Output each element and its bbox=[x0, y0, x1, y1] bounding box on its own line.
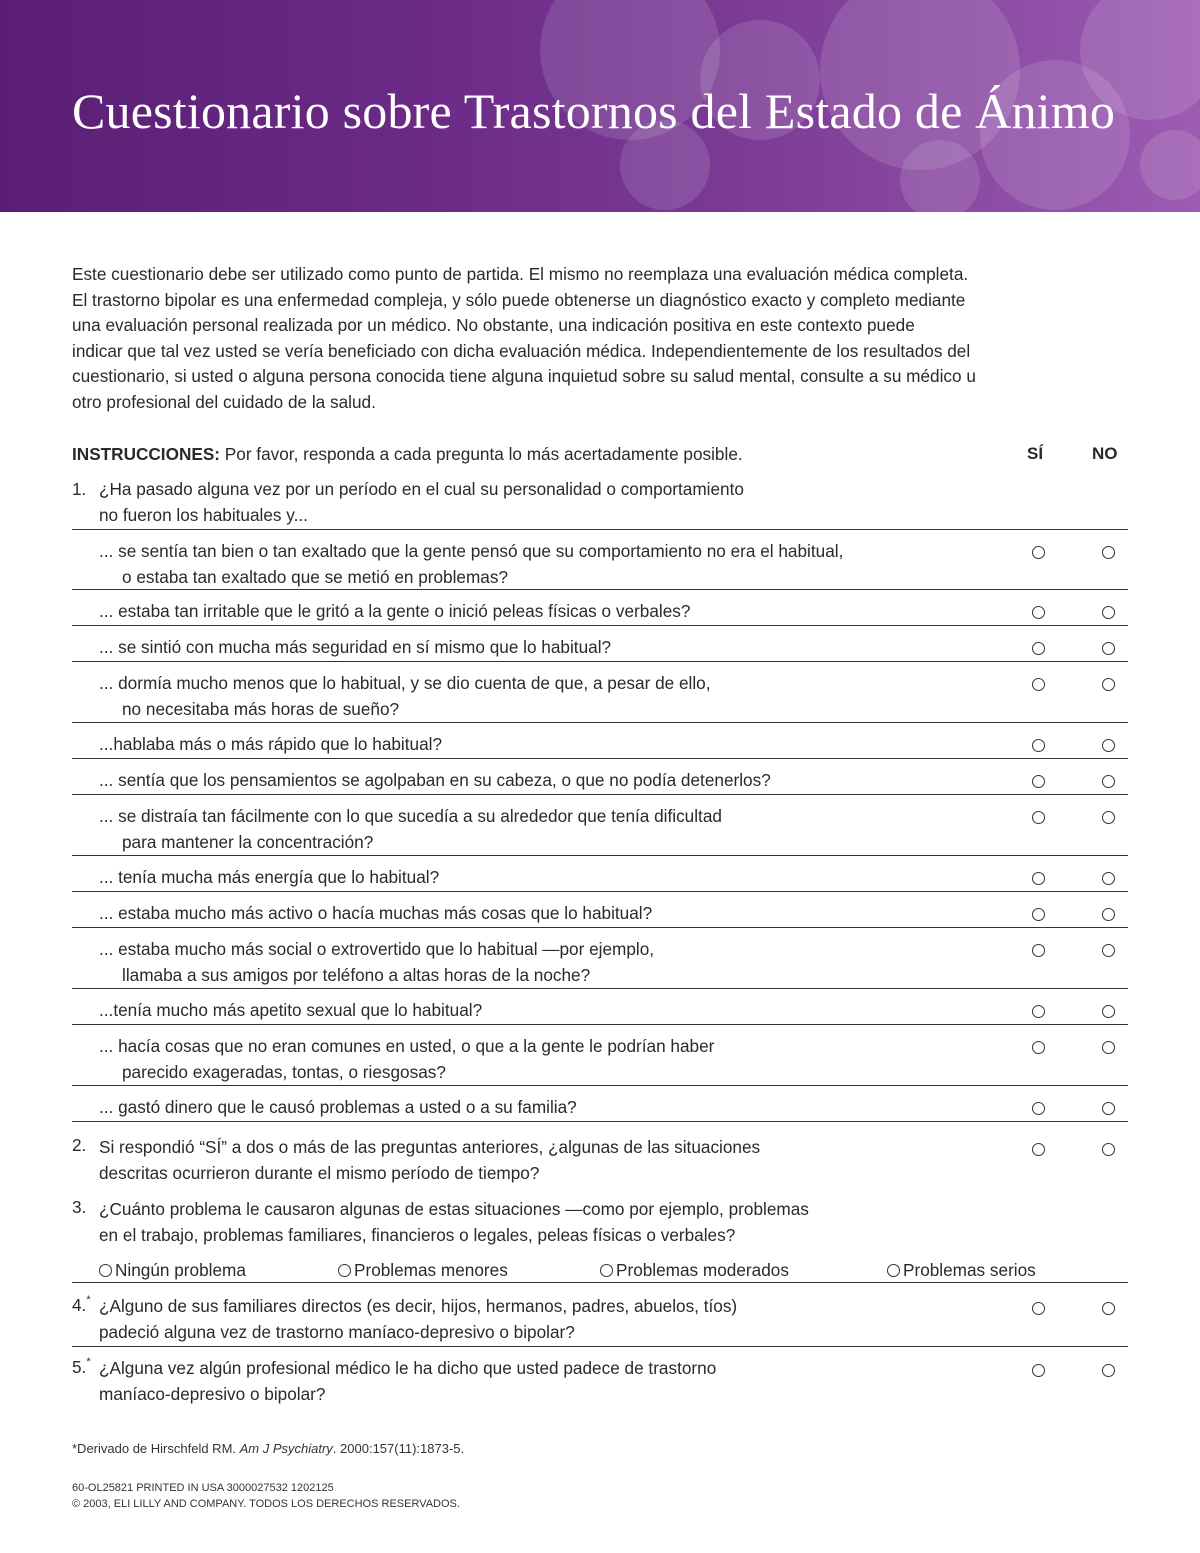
question-3 bbox=[72, 1190, 1128, 1283]
item-line: ... se sintió con mucha más seguridad en sí mismo que lo habitual? bbox=[99, 637, 612, 657]
item-text bbox=[99, 901, 652, 927]
item-no-radio[interactable] bbox=[1102, 606, 1115, 619]
question-1-item bbox=[72, 989, 1128, 1025]
copyright: © 2003, ELI LILLY AND COMPANY. TODOS LOS DERECHOS RESERVADOS. bbox=[72, 1498, 460, 1510]
question-number bbox=[72, 1356, 91, 1378]
item-text bbox=[99, 671, 711, 722]
item-line: o estaba tan exaltado que se metió en problemas? bbox=[122, 566, 509, 587]
legal-info bbox=[72, 1480, 460, 1512]
question-line: ¿Alguno de sus familiares directos (es decir, hijos, hermanos, padres, abuelos, tíos) bbox=[99, 1296, 738, 1316]
item-yes-radio[interactable] bbox=[1032, 678, 1045, 691]
item-text bbox=[99, 804, 722, 855]
item-no-radio[interactable] bbox=[1102, 1005, 1115, 1018]
q5-no-radio[interactable] bbox=[1102, 1364, 1115, 1377]
item-no-radio[interactable] bbox=[1102, 546, 1115, 559]
item-line: parecido exageradas, tontas, o riesgosas? bbox=[122, 1061, 446, 1082]
intro-line: otro profesional del cuidado de la salud. bbox=[72, 391, 376, 412]
question-text bbox=[99, 1356, 716, 1407]
question-text bbox=[99, 1294, 737, 1345]
item-text bbox=[99, 865, 439, 891]
item-no-radio[interactable] bbox=[1102, 811, 1115, 824]
item-line: ... estaba mucho más activo o hacía muchas más cosas que lo habitual? bbox=[99, 903, 653, 923]
question-line: padeció alguna vez de trastorno maníaco-depresivo o bipolar? bbox=[99, 1321, 575, 1342]
question-1-item bbox=[72, 928, 1128, 989]
q2-no-radio[interactable] bbox=[1102, 1143, 1115, 1156]
q3-option-serious[interactable] bbox=[887, 1258, 1036, 1284]
footnote-journal: Am J Psychiatry bbox=[239, 1441, 333, 1456]
radio-circle bbox=[600, 1264, 613, 1277]
footnote bbox=[72, 1441, 464, 1456]
item-yes-radio[interactable] bbox=[1032, 811, 1045, 824]
intro-line: Este cuestionario debe ser utilizado como punto de partida. El mismo no reemplaza una evaluación médica completa. bbox=[72, 264, 969, 284]
item-line: para mantener la concentración? bbox=[122, 831, 374, 852]
question-1-item bbox=[72, 662, 1128, 723]
item-text bbox=[99, 937, 654, 988]
question-line: en el trabajo, problemas familiares, financieros o legales, peleas físicas o verbales? bbox=[99, 1224, 736, 1245]
radio-circle bbox=[338, 1264, 351, 1277]
q4-yes-radio[interactable] bbox=[1032, 1302, 1045, 1315]
item-no-radio[interactable] bbox=[1102, 678, 1115, 691]
item-yes-radio[interactable] bbox=[1032, 944, 1045, 957]
item-yes-radio[interactable] bbox=[1032, 546, 1045, 559]
intro-line: El trastorno bipolar es una enfermedad compleja, y sólo puede obtenerse un diagnóstico exacto y completo mediante bbox=[72, 289, 966, 310]
question-line: maníaco-depresivo o bipolar? bbox=[99, 1383, 326, 1404]
item-text bbox=[99, 635, 611, 661]
q3-option-none[interactable] bbox=[99, 1258, 246, 1284]
question-line: Si respondió “SÍ” a dos o más de las preguntas anteriores, ¿algunas de las situaciones bbox=[99, 1137, 761, 1157]
item-line: no necesitaba más horas de sueño? bbox=[122, 698, 400, 719]
intro-line: cuestionario, si usted o alguna persona conocida tiene alguna inquietud sobre su salud mental, consulte a su médico u bbox=[72, 366, 976, 387]
question-number: 3. bbox=[72, 1197, 87, 1217]
instructions-text: Por favor, responda a cada pregunta lo más acertadamente posible. bbox=[220, 444, 743, 464]
q5-yes-radio[interactable] bbox=[1032, 1364, 1045, 1377]
question-1-item bbox=[72, 892, 1128, 928]
item-no-radio[interactable] bbox=[1102, 872, 1115, 885]
question-line: ¿Cuánto problema le causaron algunas de estas situaciones —como por ejemplo, problemas bbox=[99, 1199, 809, 1219]
question-text bbox=[99, 477, 744, 528]
item-yes-radio[interactable] bbox=[1032, 1005, 1045, 1018]
question-5 bbox=[72, 1349, 1128, 1411]
q2-yes-radio[interactable] bbox=[1032, 1143, 1045, 1156]
radio-circle bbox=[887, 1264, 900, 1277]
intro-line: una evaluación personal realizada por un médico. No obstante, una indicación positiva en este contexto puede bbox=[72, 315, 915, 336]
option-label: Problemas moderados bbox=[616, 1260, 789, 1280]
question-number bbox=[72, 1294, 91, 1316]
question-1-item bbox=[72, 626, 1128, 662]
question-1-item bbox=[72, 759, 1128, 795]
header-banner bbox=[0, 0, 1200, 212]
radio-circle bbox=[99, 1264, 112, 1277]
question-1-item bbox=[72, 856, 1128, 892]
question-line: ¿Ha pasado alguna vez por un período en el cual su personalidad o comportamiento bbox=[99, 479, 744, 499]
item-yes-radio[interactable] bbox=[1032, 739, 1045, 752]
item-line: ...hablaba más o más rápido que lo habitual? bbox=[99, 734, 443, 754]
intro-line: indicar que tal vez usted se vería beneficiado con dicha evaluación médica. Independientemente de los resultados del bbox=[72, 340, 971, 361]
item-line: llamaba a sus amigos por teléfono a altas horas de la noche? bbox=[122, 964, 591, 985]
item-yes-radio[interactable] bbox=[1032, 872, 1045, 885]
item-no-radio[interactable] bbox=[1102, 1102, 1115, 1115]
option-label: Problemas serios bbox=[903, 1260, 1036, 1280]
question-4 bbox=[72, 1285, 1128, 1347]
no-column-header: NO bbox=[1092, 444, 1118, 463]
number-text: 5. bbox=[72, 1357, 87, 1377]
item-text bbox=[99, 599, 690, 625]
question-number: 2. bbox=[72, 1135, 87, 1155]
question-text bbox=[99, 1135, 760, 1186]
item-line: ... estaba mucho más social o extrovertido que lo habitual —por ejemplo, bbox=[99, 939, 655, 959]
instructions-label: INSTRUCCIONES: bbox=[72, 444, 221, 464]
item-line: ... gastó dinero que le causó problemas a usted o a su familia? bbox=[99, 1097, 577, 1117]
footnote-marker: * bbox=[86, 1356, 91, 1368]
item-no-radio[interactable] bbox=[1102, 739, 1115, 752]
footnote-prefix: *Derivado de Hirschfeld RM. bbox=[72, 1441, 240, 1456]
yes-column-header: SÍ bbox=[1027, 444, 1044, 463]
item-line: ... se sentía tan bien o tan exaltado que la gente pensó que su comportamiento no era el habitual, bbox=[99, 541, 844, 561]
item-line: ... se distraía tan fácilmente con lo que sucedía a su alrededor que tenía dificultad bbox=[99, 806, 722, 826]
page-title: Cuestionario sobre Trastornos del Estado de Ánimo bbox=[72, 83, 1116, 139]
item-yes-radio[interactable] bbox=[1032, 775, 1045, 788]
question-1 bbox=[72, 477, 972, 529]
item-text bbox=[99, 539, 843, 590]
instructions bbox=[72, 441, 1130, 467]
item-no-radio[interactable] bbox=[1102, 642, 1115, 655]
q4-no-radio[interactable] bbox=[1102, 1302, 1115, 1315]
item-text bbox=[99, 732, 442, 758]
question-line: descritas ocurrieron durante el mismo período de tiempo? bbox=[99, 1162, 540, 1183]
print-code: 60-OL25821 PRINTED IN USA 3000027532 1202125 bbox=[72, 1482, 334, 1494]
item-line: ... sentía que los pensamientos se agolpaban en su cabeza, o que no podía detenerlos? bbox=[99, 770, 771, 790]
question-line: ¿Alguna vez algún profesional médico le ha dicho que usted padece de trastorno bbox=[99, 1358, 717, 1378]
item-no-radio[interactable] bbox=[1102, 775, 1115, 788]
item-yes-radio[interactable] bbox=[1032, 606, 1045, 619]
item-yes-radio[interactable] bbox=[1032, 1041, 1045, 1054]
item-line: ... tenía mucha más energía que lo habitual? bbox=[99, 867, 440, 887]
item-line: ... estaba tan irritable que le gritó a la gente o inició peleas físicas o verbales? bbox=[99, 601, 691, 621]
question-1-item bbox=[72, 1025, 1128, 1086]
number-text: 4. bbox=[72, 1295, 87, 1315]
item-no-radio[interactable] bbox=[1102, 1041, 1115, 1054]
option-label: Problemas menores bbox=[354, 1260, 508, 1280]
question-1-item bbox=[72, 723, 1128, 759]
footnote-marker: * bbox=[86, 1294, 91, 1306]
footnote-suffix: . 2000:157(11):1873-5. bbox=[332, 1441, 465, 1456]
item-line: ... hacía cosas que no eran comunes en usted, o que a la gente le podrían haber bbox=[99, 1036, 715, 1056]
question-text bbox=[99, 1197, 809, 1248]
item-yes-radio[interactable] bbox=[1032, 1102, 1045, 1115]
item-line: ...tenía mucho más apetito sexual que lo habitual? bbox=[99, 1000, 483, 1020]
intro-paragraph bbox=[72, 262, 1132, 416]
item-no-radio[interactable] bbox=[1102, 908, 1115, 921]
question-number: 1. bbox=[72, 479, 87, 499]
item-text bbox=[99, 768, 771, 794]
q3-option-moderate[interactable] bbox=[600, 1258, 789, 1284]
question-1-item bbox=[72, 795, 1128, 856]
question-2 bbox=[72, 1127, 1128, 1187]
question-1-item bbox=[72, 590, 1128, 626]
item-no-radio[interactable] bbox=[1102, 944, 1115, 957]
question-line: no fueron los habituales y... bbox=[99, 504, 308, 525]
option-label: Ningún problema bbox=[115, 1260, 246, 1280]
question-1-item bbox=[72, 1086, 1128, 1122]
item-text bbox=[99, 1034, 714, 1085]
item-text bbox=[99, 998, 482, 1024]
item-yes-radio[interactable] bbox=[1032, 908, 1045, 921]
question-1-item bbox=[72, 529, 1128, 590]
item-line: ... dormía mucho menos que lo habitual, y se dio cuenta de que, a pesar de ello, bbox=[99, 673, 711, 693]
item-yes-radio[interactable] bbox=[1032, 642, 1045, 655]
item-text bbox=[99, 1095, 577, 1121]
q3-option-minor[interactable] bbox=[338, 1258, 508, 1284]
